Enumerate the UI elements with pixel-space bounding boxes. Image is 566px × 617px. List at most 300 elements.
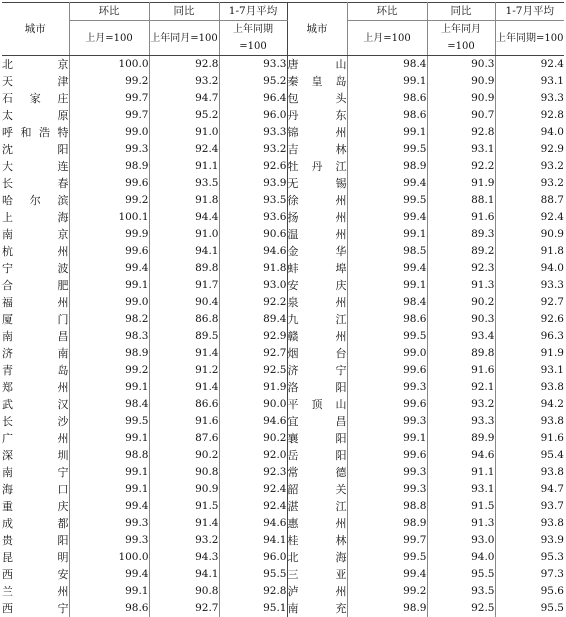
avg-value: 92.4 xyxy=(219,481,287,498)
mom-value: 99.6 xyxy=(69,175,149,192)
city-name: 贵 阳 xyxy=(2,532,69,549)
avg-value: 95.5 xyxy=(495,600,564,617)
mom-value: 98.4 xyxy=(69,396,149,413)
city-name: 南 宁 xyxy=(2,464,69,481)
table-row xyxy=(2,379,564,396)
table-row xyxy=(2,209,564,226)
city-name: 蚌 埠 xyxy=(287,260,347,277)
table-row xyxy=(2,464,564,481)
mom-value: 99.7 xyxy=(69,90,149,107)
yoy-value: 89.9 xyxy=(427,430,495,447)
mom-value: 99.3 xyxy=(69,515,149,532)
avg-value: 93.8 xyxy=(495,379,564,396)
mom-value: 98.6 xyxy=(347,107,427,124)
mom-value: 98.6 xyxy=(347,90,427,107)
mom-value: 99.1 xyxy=(69,583,149,600)
avg-value: 91.8 xyxy=(219,260,287,277)
avg-value: 93.3 xyxy=(219,56,287,74)
yoy-value: 89.8 xyxy=(149,260,219,277)
avg-value: 93.8 xyxy=(495,464,564,481)
avg-value: 94.6 xyxy=(219,515,287,532)
city-name: 韶 关 xyxy=(287,481,347,498)
avg-value: 92.6 xyxy=(219,158,287,175)
avg-value: 94.7 xyxy=(495,481,564,498)
yoy-value: 92.3 xyxy=(427,260,495,277)
avg-value: 94.1 xyxy=(219,532,287,549)
city-name: 包 头 xyxy=(287,90,347,107)
mom-value: 98.9 xyxy=(347,158,427,175)
mom-value: 99.6 xyxy=(69,243,149,260)
table-row xyxy=(2,56,564,74)
yoy-value: 90.2 xyxy=(427,294,495,311)
mom-value: 99.1 xyxy=(69,277,149,294)
table-row xyxy=(2,345,564,362)
city-name: 牡丹江 xyxy=(287,158,347,175)
yoy-value: 91.6 xyxy=(427,362,495,379)
header-row-1 xyxy=(2,3,564,21)
yoy-value: 93.2 xyxy=(427,396,495,413)
city-name: 西 宁 xyxy=(2,600,69,617)
avg-value: 92.3 xyxy=(219,464,287,481)
table-row xyxy=(2,73,564,90)
avg-value: 89.4 xyxy=(219,311,287,328)
table-row xyxy=(2,447,564,464)
yoy-value: 93.0 xyxy=(427,532,495,549)
mom-value: 98.4 xyxy=(347,294,427,311)
city-name: 石家庄 xyxy=(2,90,69,107)
avg-value: 94.6 xyxy=(219,413,287,430)
table-row xyxy=(2,515,564,532)
avg-base-label-right: 上年同期=100 xyxy=(495,21,564,56)
avg-value: 92.6 xyxy=(495,311,564,328)
mom-value: 99.4 xyxy=(347,209,427,226)
avg-value: 95.3 xyxy=(495,549,564,566)
yoy-base-label: 上年同月=100 xyxy=(149,21,219,56)
yoy-value: 95.5 xyxy=(427,566,495,583)
city-name: 平顶山 xyxy=(287,396,347,413)
mom-value: 99.5 xyxy=(347,549,427,566)
avg-value: 93.6 xyxy=(219,209,287,226)
city-header: 城市 xyxy=(2,3,69,56)
table-row xyxy=(2,430,564,447)
yoy-value: 91.0 xyxy=(149,124,219,141)
city-name: 杭 州 xyxy=(2,243,69,260)
city-name: 郑 州 xyxy=(2,379,69,396)
mom-value: 99.5 xyxy=(347,328,427,345)
avg-value: 95.1 xyxy=(219,600,287,617)
mom-value: 98.3 xyxy=(69,328,149,345)
yoy-value: 91.0 xyxy=(149,226,219,243)
mom-value: 99.1 xyxy=(347,430,427,447)
avg-value: 91.9 xyxy=(219,379,287,396)
yoy-header: 同比 xyxy=(149,3,219,21)
city-name: 青 岛 xyxy=(2,362,69,379)
avg-value: 94.6 xyxy=(219,243,287,260)
mom-value: 99.2 xyxy=(69,192,149,209)
avg-value: 97.3 xyxy=(495,566,564,583)
avg-value: 92.8 xyxy=(219,583,287,600)
city-name: 长 春 xyxy=(2,175,69,192)
avg-value: 92.7 xyxy=(219,345,287,362)
mom-value: 98.9 xyxy=(347,515,427,532)
city-name: 吉 林 xyxy=(287,141,347,158)
avg-value: 90.6 xyxy=(219,226,287,243)
table-row xyxy=(2,583,564,600)
mom-value: 99.2 xyxy=(347,583,427,600)
table-row xyxy=(2,192,564,209)
city-name: 岳 阳 xyxy=(287,447,347,464)
city-name: 安 庆 xyxy=(287,277,347,294)
yoy-header-right: 同比 xyxy=(427,3,495,21)
avg-value: 91.6 xyxy=(495,430,564,447)
mom-value: 100.0 xyxy=(69,56,149,74)
yoy-value: 90.7 xyxy=(427,107,495,124)
yoy-value: 92.5 xyxy=(427,600,495,617)
yoy-value: 91.5 xyxy=(149,498,219,515)
yoy-value: 88.1 xyxy=(427,192,495,209)
city-name: 宁 波 xyxy=(2,260,69,277)
yoy-value: 94.0 xyxy=(427,549,495,566)
yoy-value: 91.4 xyxy=(149,345,219,362)
table-row xyxy=(2,311,564,328)
yoy-value: 89.2 xyxy=(427,243,495,260)
mom-value: 100.1 xyxy=(69,209,149,226)
yoy-value: 94.7 xyxy=(149,90,219,107)
avg-value: 93.9 xyxy=(219,175,287,192)
avg-value: 95.2 xyxy=(219,73,287,90)
yoy-value: 91.6 xyxy=(149,413,219,430)
mom-value: 99.1 xyxy=(69,481,149,498)
yoy-value: 90.9 xyxy=(427,90,495,107)
city-name: 重 庆 xyxy=(2,498,69,515)
mom-value: 99.6 xyxy=(347,396,427,413)
avg-value: 92.2 xyxy=(219,294,287,311)
avg-value: 93.3 xyxy=(495,90,564,107)
yoy-value: 90.9 xyxy=(149,481,219,498)
mom-value: 99.3 xyxy=(347,413,427,430)
avg-header: 1-7月平均 xyxy=(219,3,287,21)
city-name: 南 充 xyxy=(287,600,347,617)
city-name: 秦皇岛 xyxy=(287,73,347,90)
mom-value: 98.9 xyxy=(347,600,427,617)
mom-value: 99.6 xyxy=(347,447,427,464)
avg-value: 93.2 xyxy=(495,158,564,175)
table-row xyxy=(2,175,564,192)
table-row xyxy=(2,413,564,430)
avg-value: 94.2 xyxy=(495,396,564,413)
city-name: 惠 州 xyxy=(287,515,347,532)
table-row xyxy=(2,107,564,124)
city-name: 襄 阳 xyxy=(287,430,347,447)
mom-value: 99.1 xyxy=(69,379,149,396)
mom-value: 99.3 xyxy=(347,379,427,396)
yoy-value: 93.2 xyxy=(149,532,219,549)
mom-value: 99.5 xyxy=(347,141,427,158)
mom-value: 98.6 xyxy=(69,600,149,617)
yoy-value: 91.3 xyxy=(427,277,495,294)
avg-value: 92.9 xyxy=(219,328,287,345)
city-name: 徐 州 xyxy=(287,192,347,209)
mom-value: 98.2 xyxy=(69,311,149,328)
mom-value: 98.6 xyxy=(347,311,427,328)
mom-value: 99.5 xyxy=(69,413,149,430)
mom-value: 99.0 xyxy=(69,124,149,141)
mom-value: 99.1 xyxy=(347,226,427,243)
yoy-value: 92.7 xyxy=(149,600,219,617)
avg-value: 93.1 xyxy=(495,362,564,379)
city-name: 大 连 xyxy=(2,158,69,175)
mom-value: 98.8 xyxy=(347,498,427,515)
mom-value: 99.7 xyxy=(69,107,149,124)
city-name: 济 南 xyxy=(2,345,69,362)
avg-value: 92.5 xyxy=(219,362,287,379)
city-name: 丹 东 xyxy=(287,107,347,124)
table-row xyxy=(2,226,564,243)
avg-value: 90.0 xyxy=(219,396,287,413)
avg-value: 93.7 xyxy=(495,498,564,515)
yoy-value: 95.2 xyxy=(149,107,219,124)
yoy-value: 92.1 xyxy=(427,379,495,396)
yoy-value: 93.5 xyxy=(427,583,495,600)
table-row xyxy=(2,243,564,260)
mom-value: 99.6 xyxy=(347,362,427,379)
table-row xyxy=(2,328,564,345)
yoy-value: 90.8 xyxy=(149,583,219,600)
city-name: 成 都 xyxy=(2,515,69,532)
yoy-value: 86.8 xyxy=(149,311,219,328)
city-name: 宜 昌 xyxy=(287,413,347,430)
mom-value: 99.4 xyxy=(347,260,427,277)
avg-value: 92.9 xyxy=(495,141,564,158)
mom-value: 99.4 xyxy=(347,175,427,192)
avg-value: 88.7 xyxy=(495,192,564,209)
city-name: 兰 州 xyxy=(2,583,69,600)
city-name: 广 州 xyxy=(2,430,69,447)
header-row-2 xyxy=(2,21,564,56)
city-name: 常 德 xyxy=(287,464,347,481)
mom-value: 99.0 xyxy=(69,294,149,311)
mom-base-label: 上月=100 xyxy=(69,21,149,56)
city-name: 合 肥 xyxy=(2,277,69,294)
city-name: 太 原 xyxy=(2,107,69,124)
mom-value: 99.3 xyxy=(69,141,149,158)
city-name: 深 圳 xyxy=(2,447,69,464)
avg-value: 91.8 xyxy=(495,243,564,260)
table-row xyxy=(2,294,564,311)
mom-value: 100.0 xyxy=(69,549,149,566)
yoy-value: 93.4 xyxy=(427,328,495,345)
city-name: 温 州 xyxy=(287,226,347,243)
city-name: 西 安 xyxy=(2,566,69,583)
yoy-value: 91.6 xyxy=(427,209,495,226)
yoy-value: 90.9 xyxy=(427,73,495,90)
yoy-value: 91.9 xyxy=(427,175,495,192)
avg-value: 93.3 xyxy=(219,124,287,141)
mom-value: 99.4 xyxy=(69,498,149,515)
avg-value: 92.4 xyxy=(219,498,287,515)
city-name: 昆 明 xyxy=(2,549,69,566)
city-name: 三 亚 xyxy=(287,566,347,583)
mom-value: 98.4 xyxy=(347,56,427,74)
table-row xyxy=(2,532,564,549)
city-name: 呼和浩特 xyxy=(2,124,69,141)
mom-header: 环比 xyxy=(69,3,149,21)
avg-value: 95.4 xyxy=(495,447,564,464)
city-name: 上 海 xyxy=(2,209,69,226)
city-name: 沈 阳 xyxy=(2,141,69,158)
mom-value: 99.4 xyxy=(347,566,427,583)
city-name: 长 沙 xyxy=(2,413,69,430)
avg-value: 93.8 xyxy=(495,413,564,430)
yoy-value: 91.1 xyxy=(427,464,495,481)
yoy-value: 94.1 xyxy=(149,566,219,583)
yoy-value: 91.7 xyxy=(149,277,219,294)
mom-value: 99.2 xyxy=(69,73,149,90)
mom-value: 99.5 xyxy=(347,192,427,209)
city-name: 湛 江 xyxy=(287,498,347,515)
yoy-value: 91.4 xyxy=(149,515,219,532)
avg-value: 90.9 xyxy=(495,226,564,243)
mom-value: 99.1 xyxy=(347,124,427,141)
city-header-right: 城市 xyxy=(287,3,347,56)
mom-value: 98.5 xyxy=(347,243,427,260)
avg-value: 96.4 xyxy=(219,90,287,107)
table-row xyxy=(2,260,564,277)
avg-base-label: 上年同期=100 xyxy=(219,21,287,56)
avg-value: 95.5 xyxy=(219,566,287,583)
city-name: 哈尔滨 xyxy=(2,192,69,209)
city-name: 桂 林 xyxy=(287,532,347,549)
avg-value: 91.9 xyxy=(495,345,564,362)
city-name: 锦 州 xyxy=(287,124,347,141)
avg-value: 93.2 xyxy=(495,175,564,192)
yoy-value: 91.2 xyxy=(149,362,219,379)
avg-value: 96.3 xyxy=(495,328,564,345)
table-row xyxy=(2,158,564,175)
avg-value: 96.0 xyxy=(219,549,287,566)
mom-value: 98.9 xyxy=(69,345,149,362)
avg-value: 95.6 xyxy=(495,583,564,600)
mom-value: 99.1 xyxy=(69,430,149,447)
city-name: 海 口 xyxy=(2,481,69,498)
yoy-value: 87.6 xyxy=(149,430,219,447)
city-name: 金 华 xyxy=(287,243,347,260)
city-name: 天 津 xyxy=(2,73,69,90)
city-name: 扬 州 xyxy=(287,209,347,226)
city-name: 赣 州 xyxy=(287,328,347,345)
city-name: 无 锡 xyxy=(287,175,347,192)
yoy-value: 91.4 xyxy=(149,379,219,396)
avg-value: 93.8 xyxy=(495,515,564,532)
avg-value: 93.2 xyxy=(219,141,287,158)
city-name: 洛 阳 xyxy=(287,379,347,396)
mom-value: 99.1 xyxy=(347,73,427,90)
yoy-value: 90.3 xyxy=(427,311,495,328)
mom-value: 99.1 xyxy=(69,464,149,481)
avg-value: 93.9 xyxy=(495,532,564,549)
yoy-value: 92.4 xyxy=(149,141,219,158)
city-name: 厦 门 xyxy=(2,311,69,328)
mom-value: 99.2 xyxy=(69,362,149,379)
mom-value: 99.7 xyxy=(347,532,427,549)
yoy-value: 92.2 xyxy=(427,158,495,175)
table-row xyxy=(2,277,564,294)
city-name: 泉 州 xyxy=(287,294,347,311)
city-name: 福 州 xyxy=(2,294,69,311)
yoy-value: 93.5 xyxy=(149,175,219,192)
yoy-value: 94.4 xyxy=(149,209,219,226)
avg-header-right: 1-7月平均 xyxy=(495,3,564,21)
yoy-value: 91.3 xyxy=(427,515,495,532)
table-row xyxy=(2,396,564,413)
yoy-value: 93.1 xyxy=(427,481,495,498)
avg-value: 92.4 xyxy=(495,56,564,74)
avg-value: 93.5 xyxy=(219,192,287,209)
avg-value: 93.1 xyxy=(495,73,564,90)
avg-value: 92.0 xyxy=(219,447,287,464)
city-name: 唐 山 xyxy=(287,56,347,74)
mom-value: 99.1 xyxy=(347,277,427,294)
yoy-value: 93.3 xyxy=(427,413,495,430)
yoy-value: 90.3 xyxy=(427,56,495,74)
mom-value: 99.3 xyxy=(69,532,149,549)
table-body xyxy=(2,56,564,617)
avg-value: 93.0 xyxy=(219,277,287,294)
table-row xyxy=(2,362,564,379)
city-name: 济 宁 xyxy=(287,362,347,379)
avg-value: 93.3 xyxy=(495,277,564,294)
table-row xyxy=(2,124,564,141)
yoy-value: 91.5 xyxy=(427,498,495,515)
yoy-value: 93.2 xyxy=(149,73,219,90)
city-name: 南 京 xyxy=(2,226,69,243)
table-row xyxy=(2,600,564,617)
table-row xyxy=(2,549,564,566)
mom-value: 98.9 xyxy=(69,158,149,175)
city-price-index-table xyxy=(2,2,564,617)
yoy-value: 86.6 xyxy=(149,396,219,413)
yoy-value: 89.8 xyxy=(427,345,495,362)
avg-value: 96.0 xyxy=(219,107,287,124)
yoy-value: 90.2 xyxy=(149,447,219,464)
mom-value: 98.8 xyxy=(69,447,149,464)
avg-value: 92.8 xyxy=(495,107,564,124)
mom-value: 99.4 xyxy=(69,260,149,277)
avg-value: 92.4 xyxy=(495,209,564,226)
avg-value: 94.0 xyxy=(495,260,564,277)
city-name: 泸 州 xyxy=(287,583,347,600)
table-row xyxy=(2,90,564,107)
table-row xyxy=(2,481,564,498)
yoy-value: 92.8 xyxy=(427,124,495,141)
mom-base-label-right: 上月=100 xyxy=(347,21,427,56)
yoy-value: 94.1 xyxy=(149,243,219,260)
yoy-value: 89.5 xyxy=(149,328,219,345)
mom-value: 99.0 xyxy=(347,345,427,362)
city-name: 九 江 xyxy=(287,311,347,328)
mom-value: 99.9 xyxy=(69,226,149,243)
city-name: 烟 台 xyxy=(287,345,347,362)
yoy-value: 91.8 xyxy=(149,192,219,209)
mom-header-right: 环比 xyxy=(347,3,427,21)
yoy-value: 93.1 xyxy=(427,141,495,158)
mom-value: 99.3 xyxy=(347,481,427,498)
mom-value: 99.4 xyxy=(69,566,149,583)
yoy-value: 94.3 xyxy=(149,549,219,566)
avg-value: 92.7 xyxy=(495,294,564,311)
yoy-value: 90.4 xyxy=(149,294,219,311)
table-row xyxy=(2,498,564,515)
